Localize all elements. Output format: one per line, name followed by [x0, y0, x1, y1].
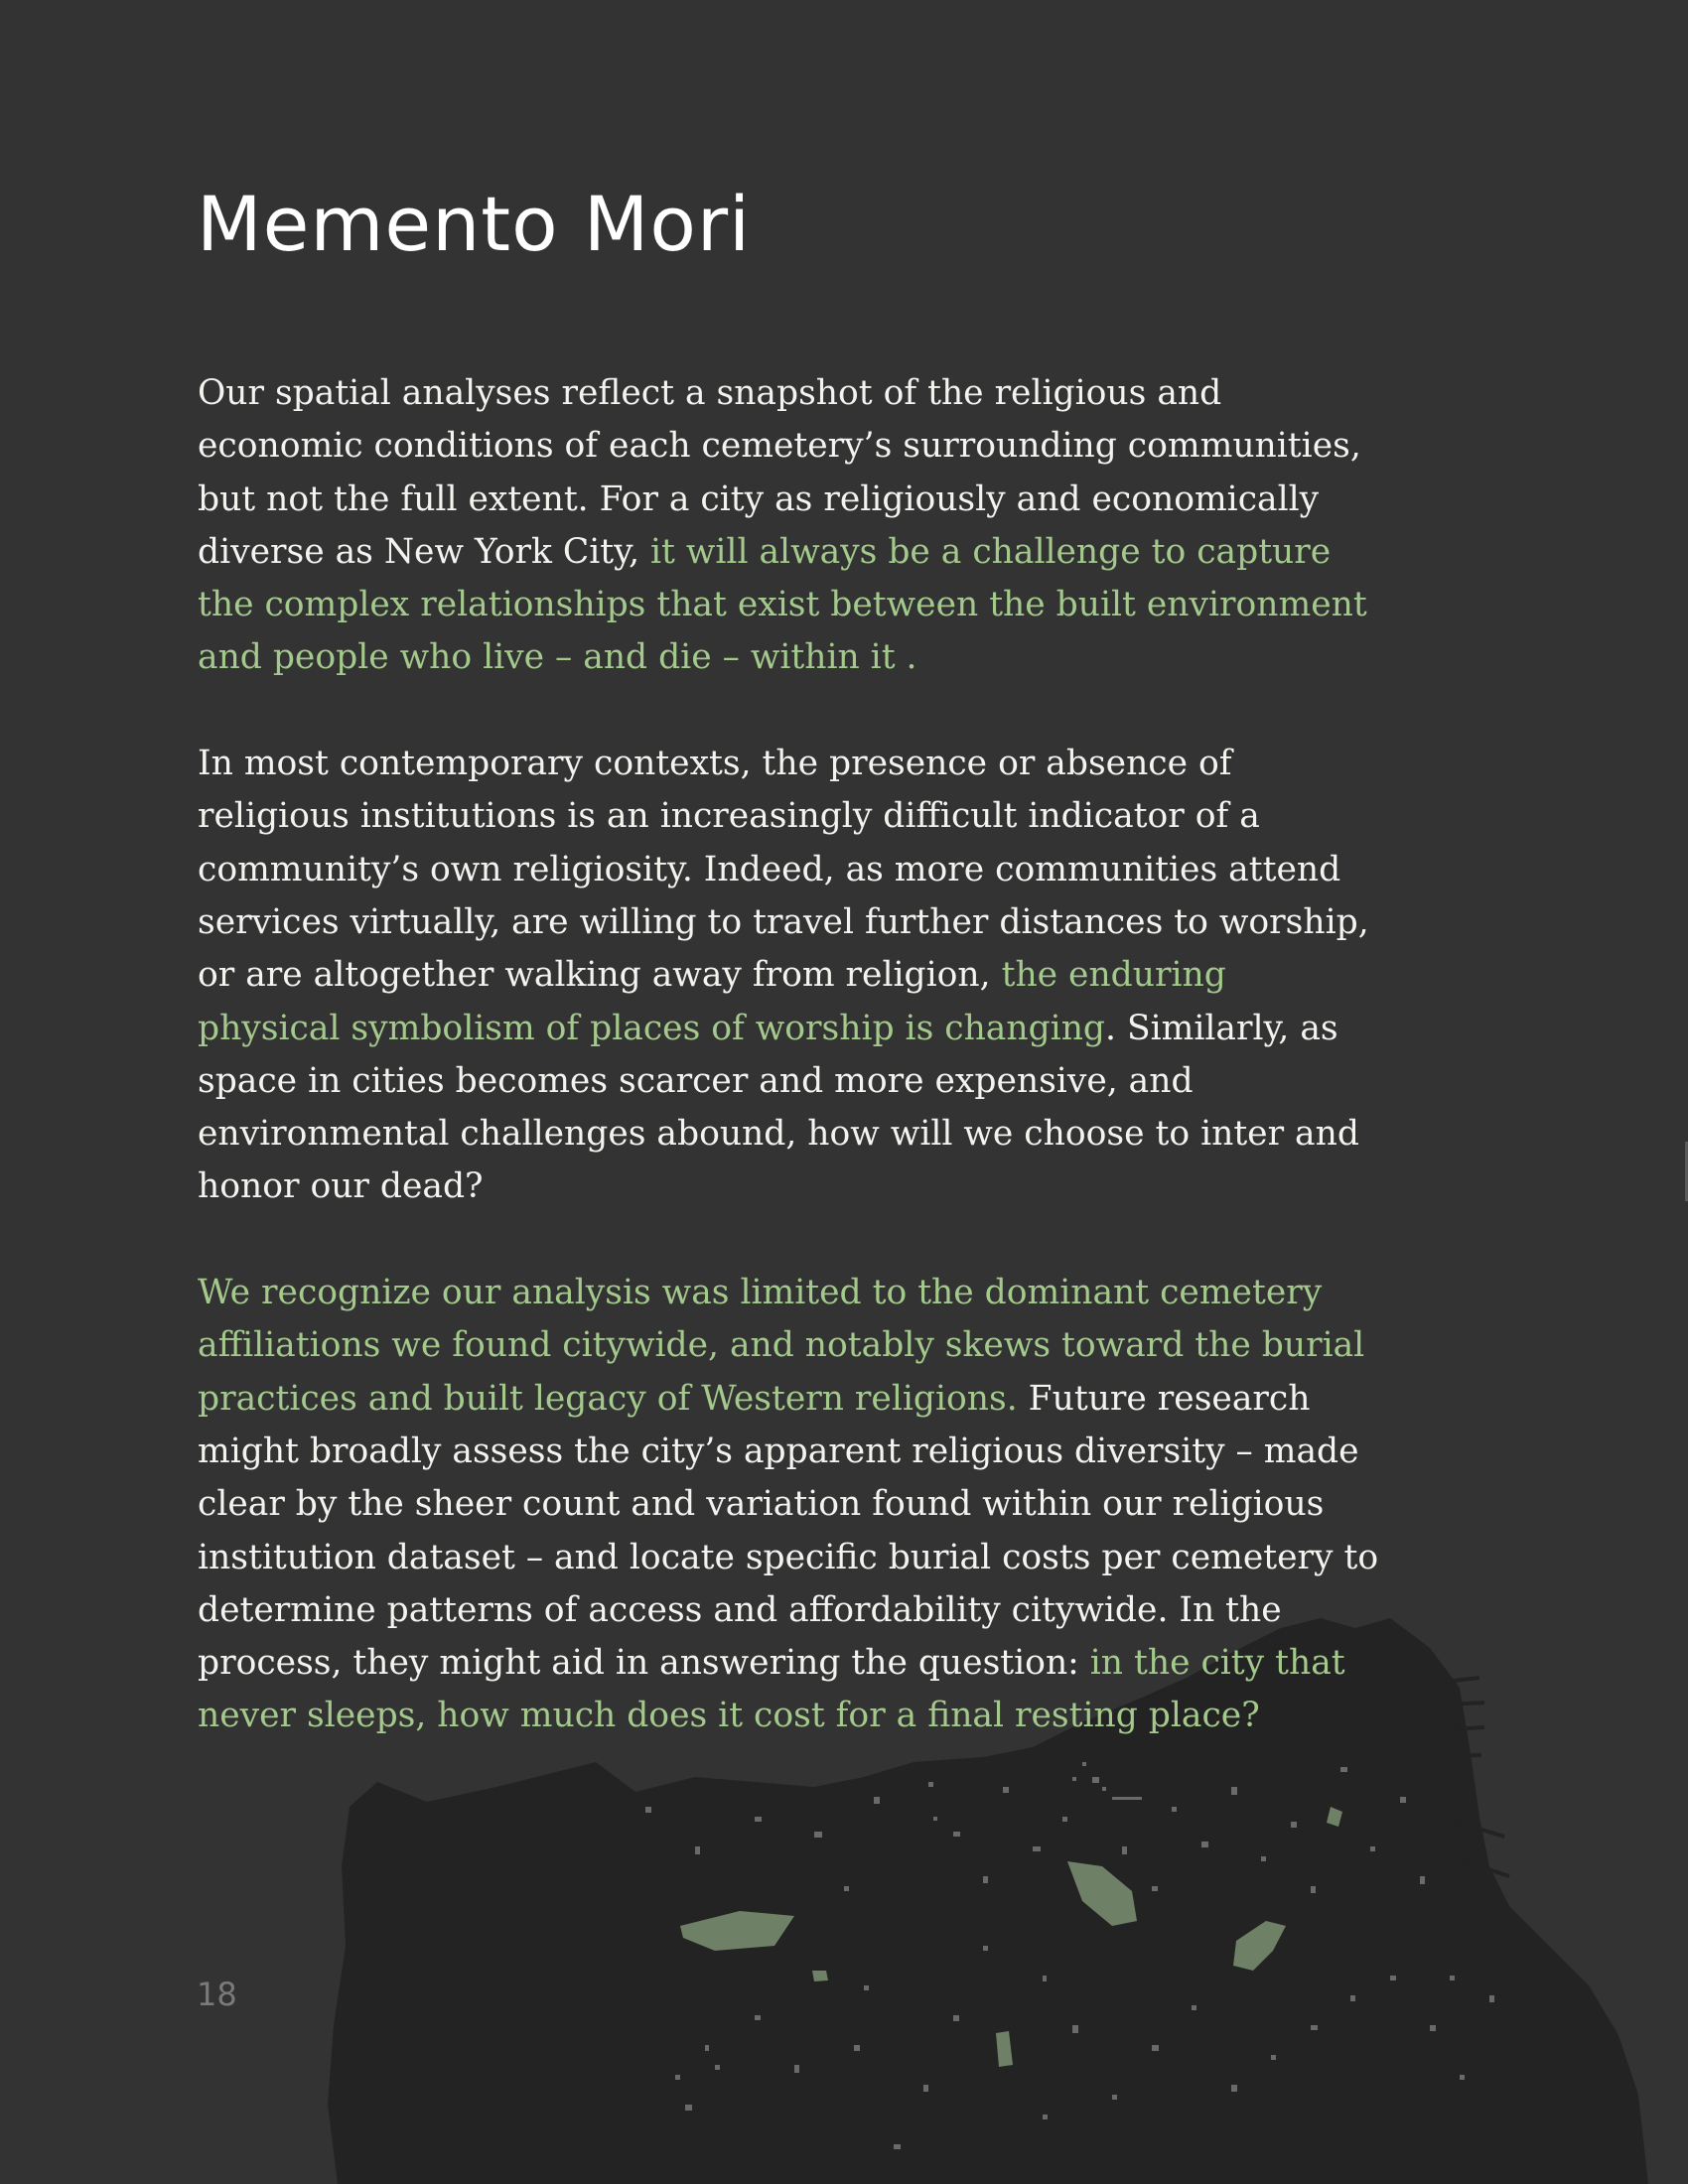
highlighted-text: We recognize our analysis was limited to the dominant cemetery affiliations we found citywide, and notably skews toward the burial practices and built legacy of Western religions.	[198, 1273, 1365, 1419]
paragraph-3	[198, 1267, 1379, 1743]
page-number: 18	[197, 1976, 237, 2013]
highlighted-text: the enduring physical symbolism of places of worship is changing	[198, 955, 1226, 1048]
highlighted-text: it will always be a challenge to capture the complex relationships that exist between the built environment and people who live – and die – within it .	[198, 531, 1367, 678]
paragraph-text: Our spatial analyses reflect a snapshot of the religious and economic conditions of each cemetery’s surrounding communities, but not the full extent. For a city as religiously and economically diverse as New York City,	[198, 373, 1361, 572]
paragraph-text: Future research might broadly assess the city’s apparent religious diversity – made clear by the sheer count and variation found within our religious institution dataset – and locate specific burial costs per cemetery to determine patterns of access and affordability citywide. In the process, they might aid in answering the question:	[198, 1378, 1379, 1684]
paragraph-text: . Similarly, as space in cities becomes scarcer and more expensive, and environmental challenges abound, how will we choose to inter and honor our dead?	[198, 1008, 1359, 1207]
paragraph-1	[198, 367, 1379, 685]
page-title: Memento Mori	[197, 180, 752, 268]
paragraph-text: In most contemporary contexts, the presence or absence of religious institutions is an increasingly difficult indicator of a community’s own religiosity. Indeed, as more communities attend services virtually, are willing to travel further distances to worship, or are altogether walking away from religion,	[198, 744, 1369, 996]
highlighted-text: in the city that never sleeps, how much does it cost for a final resting place?	[198, 1643, 1345, 1736]
body-text	[198, 367, 1379, 1796]
paragraph-2	[198, 738, 1379, 1214]
